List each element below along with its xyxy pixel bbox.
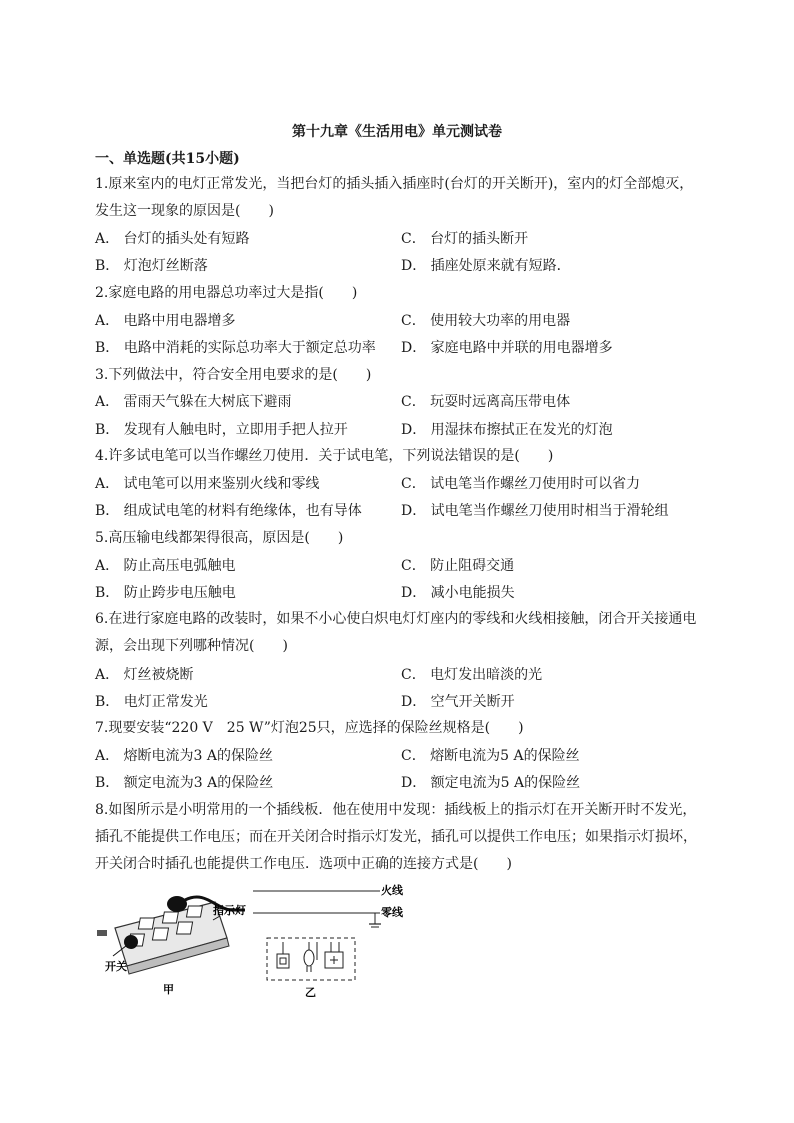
question-3-line-1: 3.下列做法中，符合安全用电要求的是( ) xyxy=(95,367,372,383)
question-1-line-1: 1.原来室内的电灯正常发光，当把台灯的插头插入插座时(台灯的开关断开)，室内的灯全部熄灭， xyxy=(95,176,694,192)
question-5-option-a: A． 防止高压电弧触电 xyxy=(95,558,236,574)
question-7-option-c: C． 熔断电流为5 A的保险丝 xyxy=(401,748,580,764)
question-5-option-c: C． 防止阻碍交通 xyxy=(401,558,515,574)
label-neutral-wire: 零线 xyxy=(381,906,403,919)
label-switch: 开关 xyxy=(105,960,127,973)
label-indicator-lamp: 指示灯 xyxy=(213,904,246,917)
question-8-line-3: 开关闭合时插孔也能提供工作电压．选项中正确的连接方式是( ) xyxy=(95,856,512,872)
power-strip-diagram xyxy=(95,880,425,1000)
question-4-option-b: B． 组成试电笔的材料有绝缘体，也有导体 xyxy=(95,503,362,519)
question-6-line-1: 6.在进行家庭电路的改装时，如果不小心使白炽电灯灯座内的零线和火线相接触，闭合开关接通电 xyxy=(95,611,697,627)
question-3-option-a: A． 雷雨天气躲在大树底下避雨 xyxy=(95,394,292,410)
label-yi: 乙 xyxy=(305,986,316,999)
question-1-option-c: C． 台灯的插头断开 xyxy=(401,231,529,247)
question-3-option-b: B． 发现有人触电时，立即用手把人拉开 xyxy=(95,422,348,438)
question-8-line-2: 插孔不能提供工作电压；而在开关闭合时指示灯发光，插孔可以提供工作电压；如果指示灯损坏， xyxy=(95,829,697,845)
question-5-line-1: 5.高压输电线都架得很高，原因是( ) xyxy=(95,530,344,546)
question-2-option-a: A． 电路中用电器增多 xyxy=(95,313,236,329)
question-6-option-a: A． 灯丝被烧断 xyxy=(95,667,194,683)
question-6-option-b: B． 电灯正常发光 xyxy=(95,694,208,710)
question-8-line-1: 8.如图所示是小明常用的一个插线板．他在使用中发现：插线板上的指示灯在开关断开时不发光， xyxy=(95,802,697,818)
question-1-line-2: 发生这一现象的原因是( ) xyxy=(95,203,274,219)
question-3-option-c: C． 玩耍时远离高压带电体 xyxy=(401,394,571,410)
question-2-line-1: 2.家庭电路的用电器总功率过大是指( ) xyxy=(95,285,358,301)
question-4-option-d: D． 试电笔当作螺丝刀使用时相当于滑轮组 xyxy=(401,503,669,519)
switch-symbol xyxy=(277,954,289,968)
question-4-option-a: A． 试电笔可以用来鉴别火线和零线 xyxy=(95,476,320,492)
question-7-line-1: 7.现要安装“220 V 25 W”灯泡25只，应选择的保险丝规格是( ) xyxy=(95,720,524,736)
question-6-option-c: C． 电灯发出暗淡的光 xyxy=(401,667,543,683)
label-jia: 甲 xyxy=(163,983,174,996)
question-2-option-b: B． 电路中消耗的实际总功率大于额定总功率 xyxy=(95,340,376,356)
question-3-option-d: D． 用湿抹布擦拭正在发光的灯泡 xyxy=(401,422,613,438)
section-heading: 一、单选题(共15小题) xyxy=(95,151,240,167)
question-5-option-b: B． 防止跨步电压触电 xyxy=(95,585,236,601)
question-1-option-d: D． 插座处原来就有短路． xyxy=(401,258,571,274)
question-7-option-a: A． 熔断电流为3 A的保险丝 xyxy=(95,748,274,764)
lamp-symbol xyxy=(304,950,314,966)
page-title: 第十九章《生活用电》单元测试卷 xyxy=(292,124,502,140)
question-6-option-d: D． 空气开关断开 xyxy=(401,694,515,710)
question-4-line-1: 4.许多试电笔可以当作螺丝刀使用．关于试电笔，下列说法错误的是( ) xyxy=(95,448,554,464)
question-2-option-d: D． 家庭电路中并联的用电器增多 xyxy=(401,340,613,356)
label-live-wire: 火线 xyxy=(381,884,403,897)
question-5-option-d: D． 减小电能损失 xyxy=(401,585,515,601)
question-2-option-c: C． 使用较大功率的用电器 xyxy=(401,313,571,329)
question-1-option-b: B． 灯泡灯丝断落 xyxy=(95,258,208,274)
question-4-option-c: C． 试电笔当作螺丝刀使用时可以省力 xyxy=(401,476,641,492)
question-7-option-d: D． 额定电流为5 A的保险丝 xyxy=(401,775,581,791)
question-8-figure xyxy=(95,880,425,1000)
question-6-line-2: 源，会出现下列哪种情况( ) xyxy=(95,638,288,654)
question-7-option-b: B． 额定电流为3 A的保险丝 xyxy=(95,775,274,791)
question-1-option-a: A． 台灯的插头处有短路 xyxy=(95,231,250,247)
